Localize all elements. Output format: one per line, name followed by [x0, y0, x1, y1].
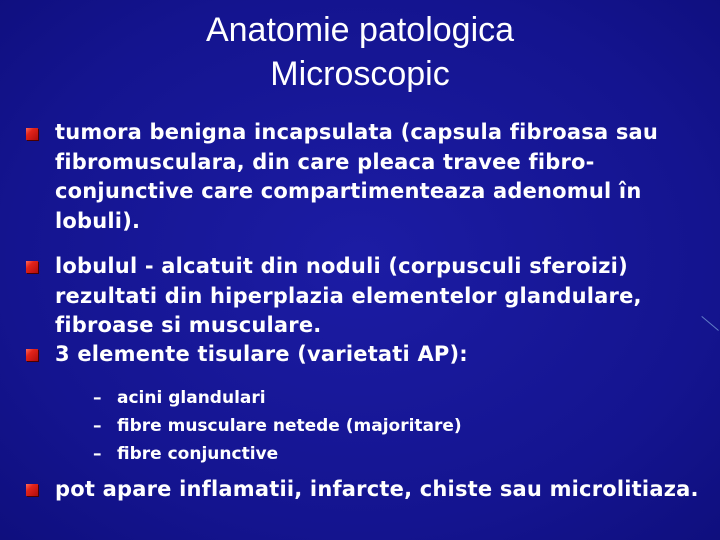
sub-bullet-text: fibre conjunctive: [117, 444, 279, 464]
bullet-text-4: pot apare inflamatii, infarcte, chiste sau microlitiaza.: [55, 477, 699, 501]
sub-bullet-3: [93, 440, 279, 468]
dash-icon: –: [93, 444, 102, 464]
sub-bullet-1: [93, 384, 266, 412]
sub-bullet-text: acini glandulari: [117, 388, 266, 408]
bullet-text-3: 3 elemente tisulare (varietati AP):: [55, 342, 468, 366]
slide-title-line-1: Anatomie patologica: [205, 11, 515, 49]
bullet-text-2: lobulul - alcatuit din noduli (corpusculi sferoizi) rezultati din hiperplazia elementelor glandulare, fibroase si musculare.: [55, 254, 642, 337]
dash-icon: –: [93, 388, 102, 408]
red-square-bullet-icon: [26, 484, 38, 496]
sub-bullet-2: [93, 412, 462, 440]
slide-title: [0, 8, 720, 96]
bullet-text-1: tumora benigna incapsulata (capsula fibroasa sau fibromusculara, din care pleaca travee fibro-conjunctive care compartimenteaza adenomul în lobuli).: [55, 120, 659, 233]
sub-bullet-text: fibre musculare netede (majoritare): [117, 416, 462, 436]
red-square-bullet-icon: [26, 261, 38, 273]
dash-icon: –: [93, 416, 102, 436]
slide-title-line-2: Microscopic: [270, 55, 450, 93]
red-square-bullet-icon: [26, 349, 38, 361]
red-square-bullet-icon: [26, 128, 38, 140]
